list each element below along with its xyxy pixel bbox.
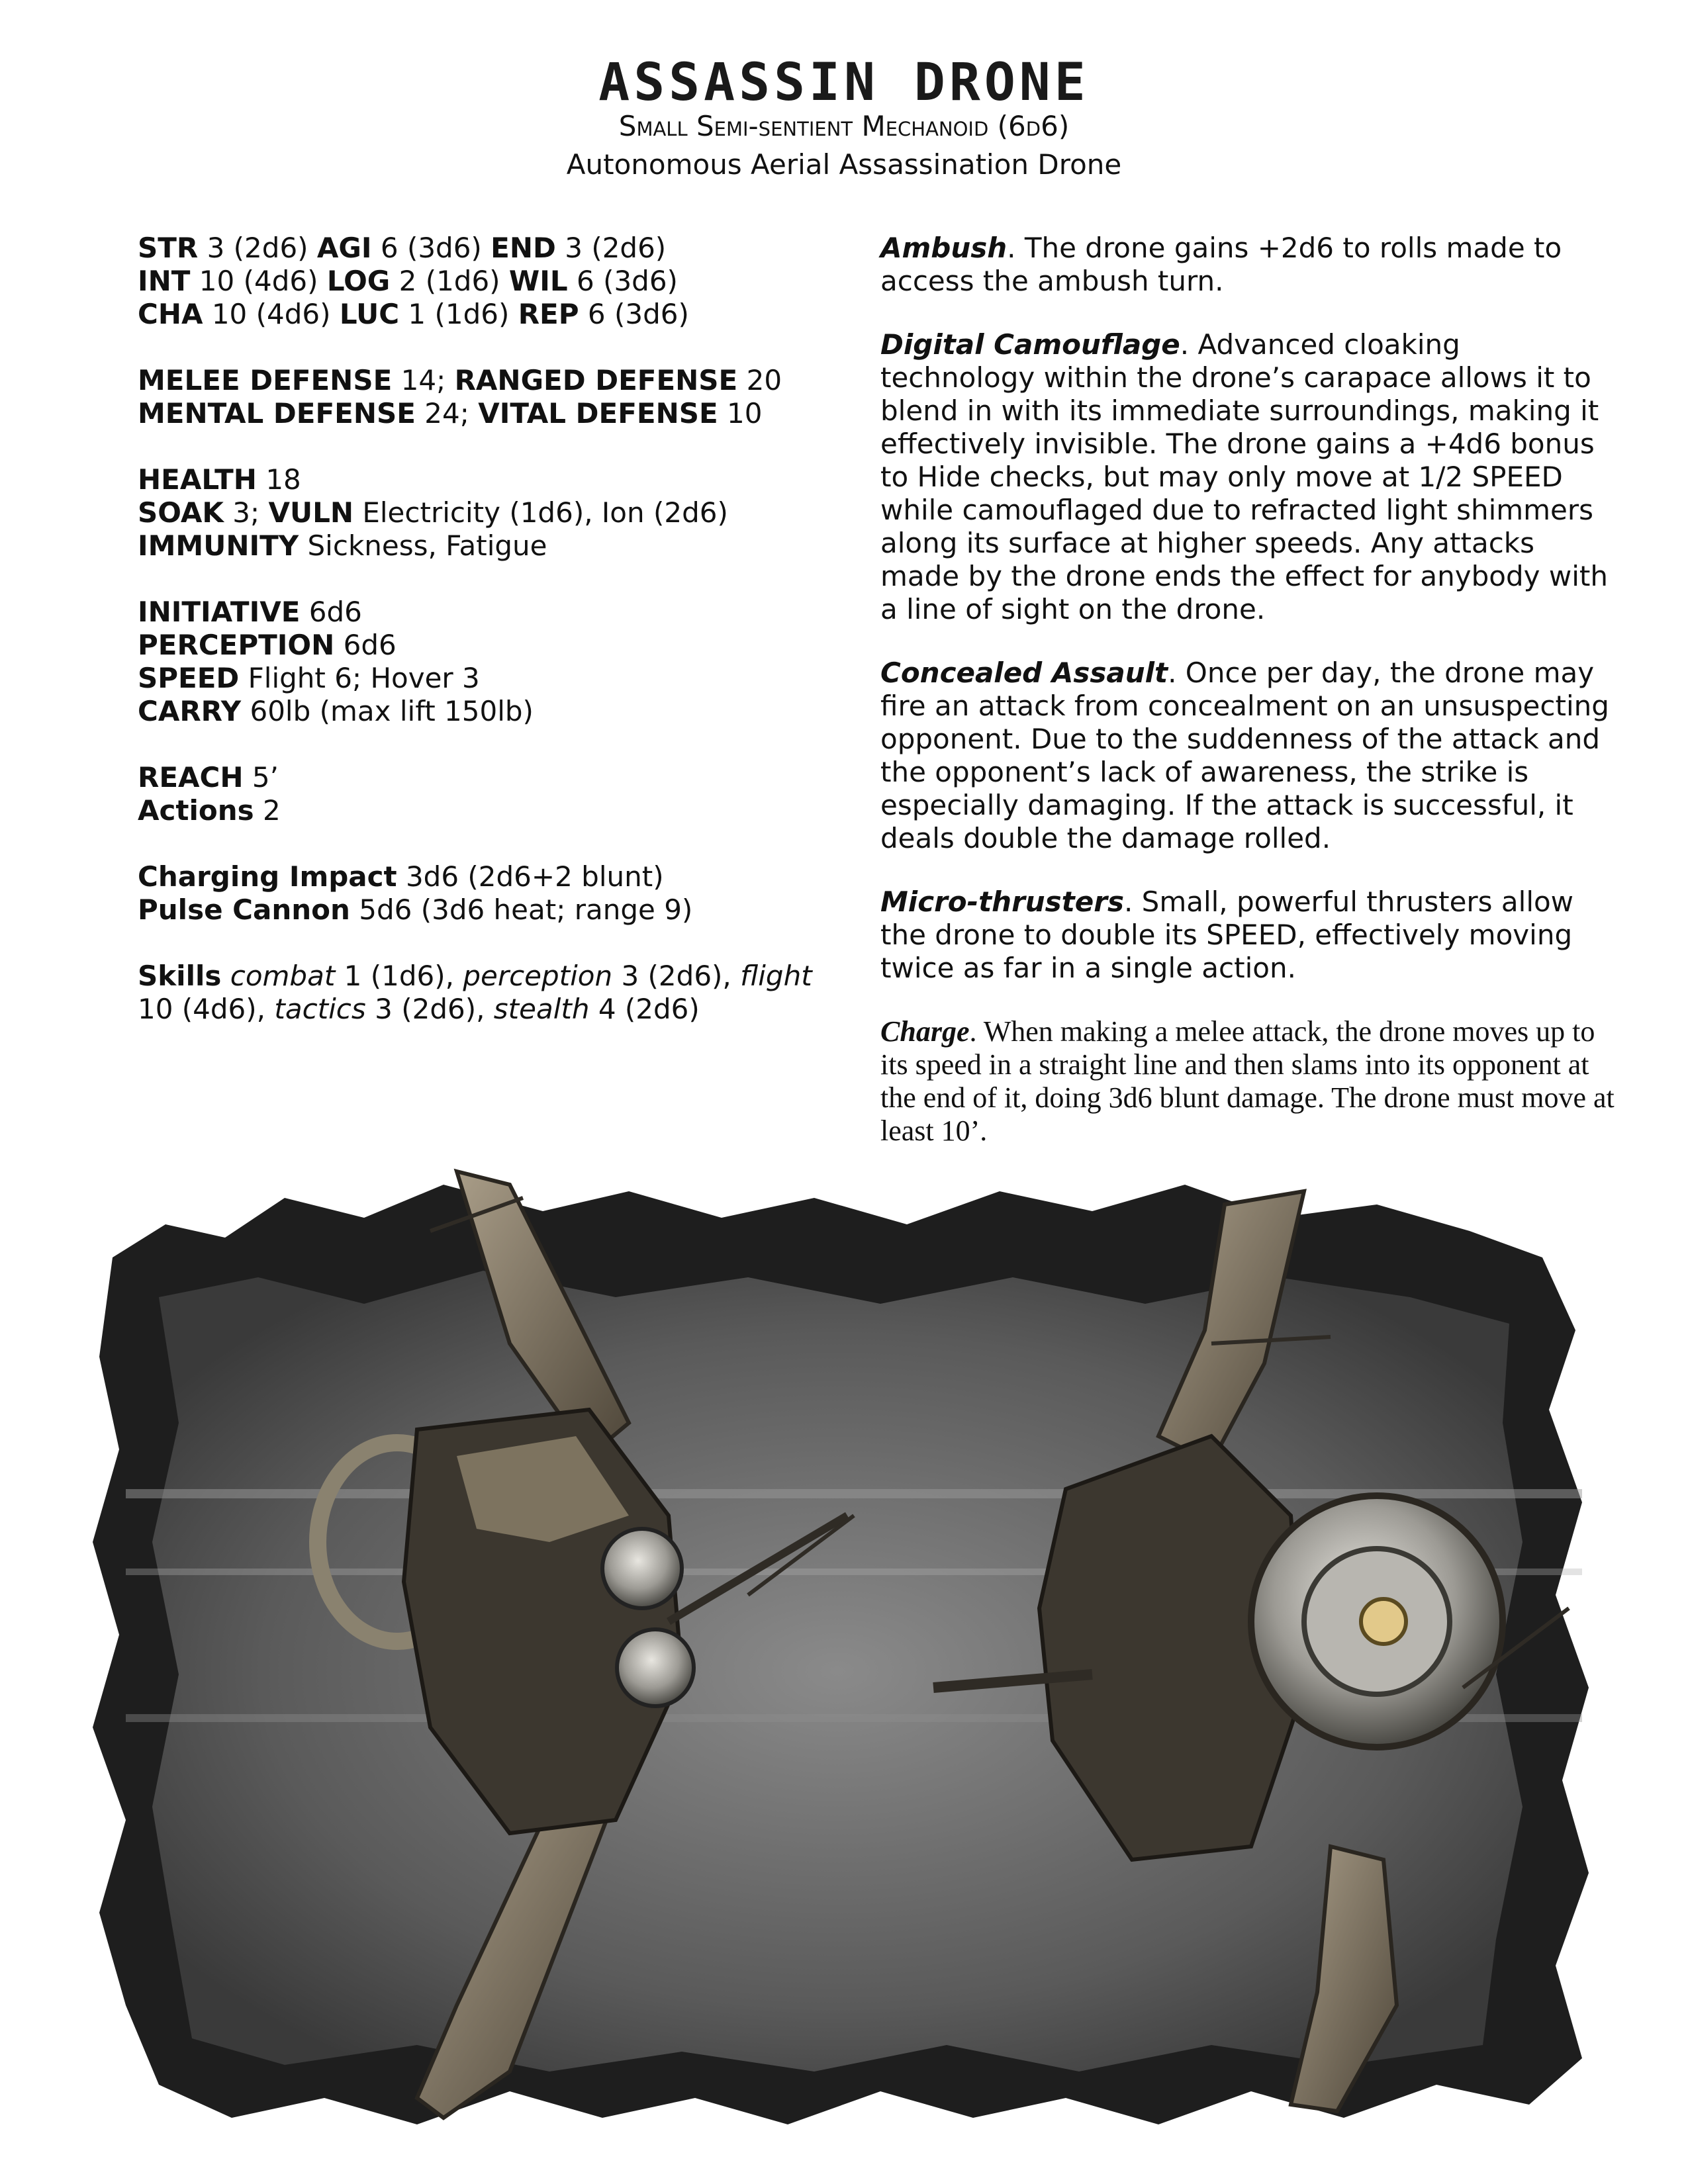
pulse-cannon-value: 5d6 (3d6 heat; range 9) bbox=[350, 893, 693, 926]
ability-text: . Small, powerful thrusters allow the drone to double its SPEED, effectively moving twice as far in a single action. bbox=[880, 886, 1574, 984]
ability-name: Concealed Assault bbox=[880, 657, 1168, 689]
mental-defense-value: 24; bbox=[415, 397, 479, 430]
speed-value: Flight 6; Hover 3 bbox=[239, 662, 480, 694]
end-label: END bbox=[491, 232, 556, 264]
skill-value: 3 (2d6), bbox=[612, 960, 741, 992]
health-label: HEALTH bbox=[138, 463, 257, 496]
actions-row bbox=[138, 794, 826, 827]
ability-text: . When making a melee attack, the drone moves up to its speed in a straight line and then slams into its opponent at the end of it, doing 3d6 blunt damage. The drone must move at least 10’. bbox=[880, 1015, 1615, 1147]
attribute-row bbox=[138, 298, 826, 331]
immunity-label: IMMUNITY bbox=[138, 529, 299, 562]
wil-value: 6 (3d6) bbox=[567, 265, 678, 297]
skill-name: perception bbox=[463, 960, 613, 992]
creature-type: Small Semi-sentient Mechanoid (6d6) bbox=[618, 110, 1070, 142]
soak-label: SOAK bbox=[138, 496, 224, 529]
charging-impact-label: Charging Impact bbox=[138, 860, 397, 893]
attacks-block bbox=[138, 860, 826, 927]
ability-name: Charge bbox=[880, 1015, 970, 1048]
abilities-column bbox=[880, 232, 1622, 1178]
skill-value: 3 (2d6), bbox=[365, 993, 494, 1025]
drone-illustration bbox=[86, 1145, 1609, 2158]
mental-defense-label: MENTAL DEFENSE bbox=[138, 397, 416, 430]
defense-row bbox=[138, 364, 826, 397]
ability-concealed-assault bbox=[880, 657, 1622, 855]
initiative-label: INITIATIVE bbox=[138, 596, 301, 628]
rep-label: REP bbox=[518, 298, 579, 330]
reach-block bbox=[138, 761, 826, 827]
carry-label: CARRY bbox=[138, 695, 242, 727]
vital-defense-label: VITAL DEFENSE bbox=[478, 397, 718, 430]
vital-defense-value: 10 bbox=[718, 397, 763, 430]
skill-name: stealth bbox=[493, 993, 590, 1025]
defense-row bbox=[138, 397, 826, 430]
end-value: 3 (2d6) bbox=[555, 232, 667, 264]
pulse-cannon-label: Pulse Cannon bbox=[138, 893, 350, 926]
melee-defense-value: 14; bbox=[392, 364, 455, 396]
defense-block bbox=[138, 364, 826, 430]
skill-value: 1 (1d6), bbox=[335, 960, 463, 992]
agi-label: AGI bbox=[316, 232, 372, 264]
ability-micro-thrusters bbox=[880, 886, 1622, 985]
charging-impact-value: 3d6 (2d6+2 blunt) bbox=[397, 860, 664, 893]
immunity-row bbox=[138, 529, 826, 563]
reach-value: 5’ bbox=[243, 761, 279, 794]
str-label: STR bbox=[138, 232, 199, 264]
melee-defense-label: MELEE DEFENSE bbox=[138, 364, 393, 396]
skill-name: tactics bbox=[274, 993, 366, 1025]
log-label: LOG bbox=[326, 265, 391, 297]
speed-label: SPEED bbox=[138, 662, 240, 694]
creature-description: Autonomous Aerial Assassination Drone bbox=[566, 148, 1122, 181]
stat-block bbox=[138, 232, 826, 1059]
rep-value: 6 (3d6) bbox=[579, 298, 689, 330]
reach-row bbox=[138, 761, 826, 794]
attack-row bbox=[138, 893, 826, 927]
vuln-label: VULN bbox=[268, 496, 353, 529]
left-drone-sensor bbox=[602, 1529, 682, 1608]
ability-digital-camouflage bbox=[880, 328, 1622, 626]
carry-row bbox=[138, 695, 826, 728]
movement-block bbox=[138, 596, 826, 728]
ability-name: Micro-thrusters bbox=[880, 886, 1124, 918]
int-value: 10 (4d6) bbox=[190, 265, 327, 297]
left-drone-sensor bbox=[617, 1629, 694, 1706]
initiative-value: 6d6 bbox=[300, 596, 362, 628]
ranged-defense-label: RANGED DEFENSE bbox=[454, 364, 738, 396]
ability-name: Digital Camouflage bbox=[880, 328, 1180, 361]
vuln-value: Electricity (1d6), Ion (2d6) bbox=[353, 496, 728, 529]
int-label: INT bbox=[138, 265, 191, 297]
cha-value: 10 (4d6) bbox=[203, 298, 340, 330]
page-title: ASSASSIN DRONE bbox=[598, 53, 1090, 113]
cha-label: CHA bbox=[138, 298, 203, 330]
carry-value: 60lb (max lift 150lb) bbox=[241, 695, 534, 727]
reach-label: REACH bbox=[138, 761, 244, 794]
ability-charge bbox=[880, 1015, 1622, 1148]
luc-value: 1 (1d6) bbox=[399, 298, 518, 330]
str-value: 3 (2d6) bbox=[198, 232, 317, 264]
health-block bbox=[138, 463, 826, 563]
attribute-block bbox=[138, 232, 826, 331]
speed-row bbox=[138, 662, 826, 695]
attribute-row bbox=[138, 265, 826, 298]
immunity-value: Sickness, Fatigue bbox=[299, 529, 547, 562]
actions-label: Actions bbox=[138, 794, 254, 827]
right-drone-core bbox=[1361, 1599, 1406, 1644]
perception-value: 6d6 bbox=[334, 629, 397, 661]
skill-name: combat bbox=[230, 960, 336, 992]
health-value: 18 bbox=[256, 463, 301, 496]
ranged-defense-value: 20 bbox=[737, 364, 782, 396]
health-row bbox=[138, 463, 826, 496]
perception-row bbox=[138, 629, 826, 662]
agi-value: 6 (3d6) bbox=[371, 232, 491, 264]
actions-value: 2 bbox=[254, 794, 281, 827]
wil-label: WIL bbox=[508, 265, 568, 297]
skill-name: flight bbox=[740, 960, 812, 992]
attribute-row bbox=[138, 232, 826, 265]
skill-value: 4 (2d6) bbox=[589, 993, 700, 1025]
soak-value: 3; bbox=[223, 496, 269, 529]
ability-name: Ambush bbox=[880, 232, 1008, 264]
initiative-row bbox=[138, 596, 826, 629]
ability-text: . The drone gains +2d6 to rolls made to access the ambush turn. bbox=[880, 232, 1562, 297]
luc-label: LUC bbox=[339, 298, 400, 330]
soak-row bbox=[138, 496, 826, 529]
skills-block bbox=[138, 960, 826, 1026]
perception-label: PERCEPTION bbox=[138, 629, 335, 661]
skill-value: 10 (4d6), bbox=[138, 993, 275, 1025]
attack-row bbox=[138, 860, 826, 893]
skills-label: Skills bbox=[138, 960, 222, 992]
ability-ambush bbox=[880, 232, 1622, 298]
ability-text: . Once per day, the drone may fire an attack from concealment on an unsuspecting opponent. Due to the suddenness of the attack and the opponent’s lack of awareness, the strike is especially damaging. If the attack is successful, it deals double the damage rolled. bbox=[880, 657, 1609, 854]
log-value: 2 (1d6) bbox=[390, 265, 509, 297]
ability-text: . Advanced cloaking technology within the drone’s carapace allows it to blend in with its immediate surroundings, making it effectively invisible. The drone gains a +4d6 bonus to Hide checks, but may only move at 1/2 SPEED while camouflaged due to refracted light shimmers along its surface at higher speeds. Any attacks made by the drone ends the effect for anybody with a line of sight on the drone. bbox=[880, 328, 1608, 625]
